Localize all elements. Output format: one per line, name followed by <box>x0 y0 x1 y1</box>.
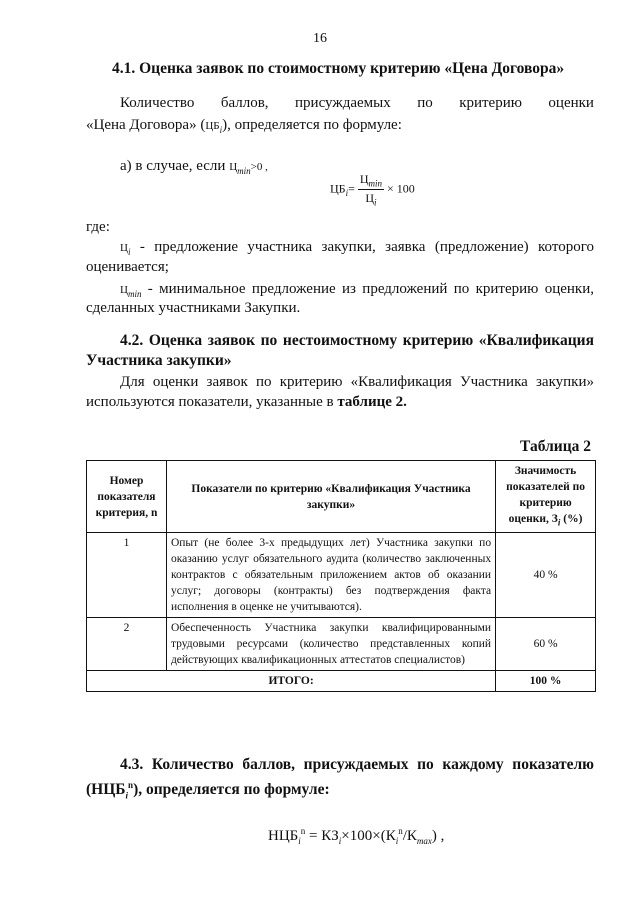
symbol-sub: i <box>127 247 131 257</box>
section-4-2-text-line2 <box>86 391 407 413</box>
intro-word: баллов, <box>220 95 269 111</box>
intro-text: ), определяется по формуле: <box>222 117 402 133</box>
section-4-2-heading-line1 <box>120 330 594 352</box>
symbol: ЦБ <box>205 120 220 132</box>
where-label: где: <box>86 219 110 235</box>
num-symbol: Ц <box>359 172 369 186</box>
def2-text: - минимальное предложение из предложений по критерию оценки, <box>141 281 594 297</box>
section-4-1-heading: 4.1. Оценка заявок по стоимостному критерию «Цена Договора» <box>112 60 565 77</box>
intro-word: присуждаемых <box>295 95 391 111</box>
header-text: (%) <box>560 513 583 525</box>
table-header-row <box>87 461 596 533</box>
body-text: используются показатели, указанные в <box>86 394 338 410</box>
intro-word: критерию <box>459 95 522 111</box>
def1-line2: оценивается; <box>86 259 169 275</box>
symbol-sub: min <box>127 289 142 299</box>
def2-line2: сделанных участниками Закупки. <box>86 300 301 316</box>
body-text: Для оценки заявок по критерию «Квалификация Участника закупки» <box>120 374 594 390</box>
total-value: 100 % <box>496 671 596 692</box>
table-row <box>87 533 596 618</box>
formula-times: × 100 <box>387 181 415 196</box>
table-row <box>87 618 596 671</box>
formula-lhs: ЦБ <box>330 181 346 196</box>
heading-text: 4.3. Количество баллов, присуждаемых по каждому показателю <box>120 756 594 773</box>
formula-text: ×100×(К <box>341 828 396 844</box>
intro-word: Количество <box>120 95 195 111</box>
section-4-1-intro-line1 <box>120 92 594 114</box>
criteria-table <box>86 460 596 692</box>
intro-text: «Цена Договора» ( <box>86 117 206 133</box>
def1-text: - предложение участника закупки, заявка (предложение) которого <box>130 239 594 255</box>
header-sub: i <box>557 517 561 528</box>
table-reference: таблице 2. <box>337 394 407 410</box>
def1-line1 <box>120 236 594 263</box>
num-sub: min <box>368 178 383 189</box>
header-col-number: Номер показателя критерия, n <box>87 461 167 533</box>
page-number: 16 <box>313 31 327 46</box>
row-weight: 60 % <box>496 618 596 671</box>
header-col-indicators: Показатели по критерию «Квалификация Участника закупки» <box>166 461 495 533</box>
formula-lhs-sub: i <box>345 188 349 199</box>
symbol: Ц <box>120 284 128 296</box>
formula-text: = КЗ <box>305 828 339 844</box>
den-sub: i <box>374 197 377 208</box>
header-col-weight <box>496 461 596 533</box>
symbol-sub: min <box>237 166 251 176</box>
formula-sub: i <box>338 836 342 846</box>
formula-text: НЦБ <box>268 828 299 844</box>
den-symbol: Ц <box>365 191 375 206</box>
formula-sup: n <box>300 826 306 836</box>
formula-sub: max <box>416 836 432 846</box>
section-4-3-heading-line1 <box>120 754 594 776</box>
section-4-2-text-line1 <box>120 371 594 393</box>
case-a-line <box>120 155 268 182</box>
total-label: ИТОГО: <box>87 671 496 692</box>
formula-text: ) , <box>431 828 445 844</box>
case-a-condition: >0 , <box>250 161 268 173</box>
row-indicator: Обеспеченность Участника закупки квалифицированными трудовыми ресурсами (количество представленных копий действующих квалификационных аттестатов специалистов) <box>166 618 495 671</box>
heading-text: 4.2. Оценка заявок по нестоимостному критерию «Квалификация <box>120 332 594 349</box>
row-number: 1 <box>87 533 167 618</box>
formula-cb <box>330 172 415 208</box>
row-number: 2 <box>87 618 167 671</box>
intro-word: по <box>417 95 433 111</box>
symbol-sub: i <box>219 125 223 135</box>
fraction-denominator <box>358 190 384 207</box>
formula-eq: = <box>348 181 355 196</box>
section-4-1-intro-line2 <box>86 114 402 141</box>
table-caption: Таблица 2 <box>520 438 591 455</box>
formula-ncb <box>268 820 444 852</box>
heading-sup: n <box>128 780 134 790</box>
heading-sub: i <box>125 790 129 801</box>
formula-sup: n <box>398 826 403 836</box>
formula-sub: i <box>298 836 301 846</box>
row-indicator: Опыт (не более 3-х предыдущих лет) Участника закупки по оказанию услуг обязательного аудита (количество заключенных контрактов с обязательным приложением актов об оказании услуг; договоры (контракты) без подтверждения факта исполнения в оценке не учитываются). <box>166 533 495 618</box>
formula-fraction <box>358 172 384 208</box>
table-total-row <box>87 671 596 692</box>
heading-text: (НЦБ <box>86 781 126 799</box>
heading-text: ), определяется по формуле: <box>133 781 330 799</box>
formula-text: /К <box>402 828 417 844</box>
symbol: Ц <box>120 242 128 254</box>
fraction-numerator <box>358 172 384 190</box>
symbol: Ц <box>229 161 238 173</box>
case-a-text: а) в случае, если <box>120 158 230 174</box>
intro-word: оценки <box>548 95 594 111</box>
row-weight: 40 % <box>496 533 596 618</box>
section-4-2-heading-line2: Участника закупки» <box>86 352 232 369</box>
header-text: Значимость показателей по критерию оценки, З <box>506 465 585 525</box>
section-4-3-heading-line2 <box>86 774 330 806</box>
formula-sub: i <box>395 836 399 846</box>
